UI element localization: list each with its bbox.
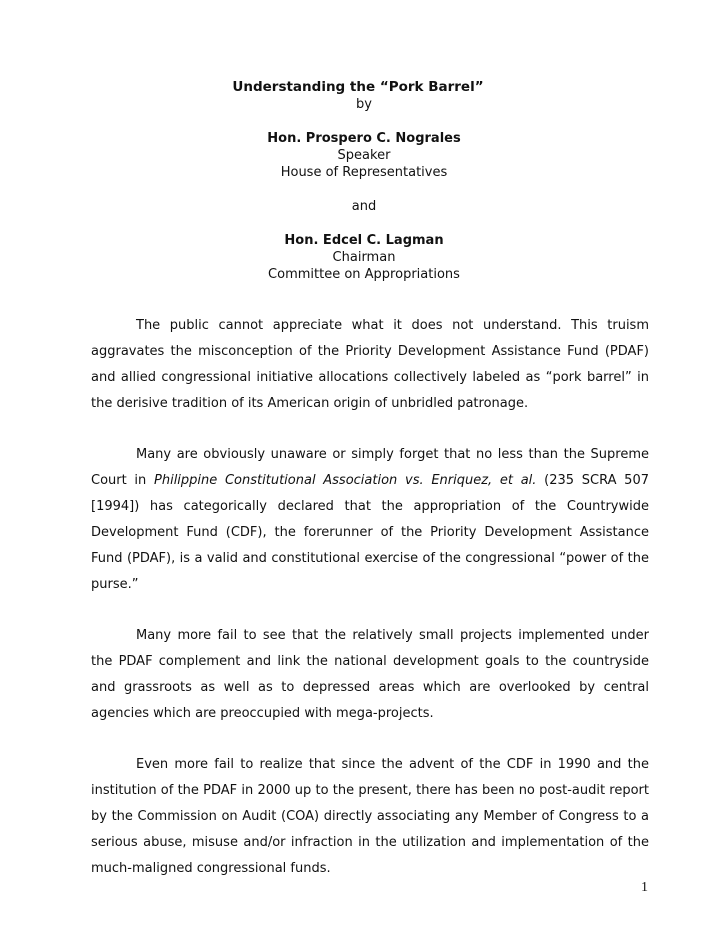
spacer [0, 215, 728, 232]
document-header [0, 79, 728, 283]
spacer [0, 181, 728, 198]
spacer [0, 113, 728, 130]
author1-office: House of Representatives [280, 165, 448, 180]
paragraph-2-after: (235 SCRA 507 [1994]) has categorically declared that the appropriation of the Countrywide Development Fund (CDF), the forerunner of the Priority Development Assistance Fund (PDAF), is a valid and constitutional exercise of the congressional “power of the purse.” [91, 473, 649, 592]
author1-name: Hon. Prospero C. Nograles [267, 131, 461, 146]
paragraph-2 [91, 442, 649, 598]
byline-by: by [356, 97, 372, 112]
case-citation: Philippine Constitutional Association vs. Enriquez, et al. [154, 473, 537, 488]
author1-position: Speaker [337, 148, 391, 163]
paragraph-2-before: Many are obviously unaware or simply forget that no less than the Supreme Court in [91, 447, 649, 488]
author2-office: Committee on Appropriations [268, 267, 460, 282]
author2-position: Chairman [332, 250, 396, 265]
paragraph-1: The public cannot appreciate what it does not understand. This truism aggravates the misconception of the Priority Development Assistance Fund (PDAF) and allied congressional initiative allocations collectively labeled as “pork barrel” in the derisive tradition of its American origin of unbridled patronage. [91, 318, 649, 411]
document-title: Understanding the “Pork Barrel” [232, 79, 484, 95]
document-body [91, 313, 649, 907]
paragraph-3: Many more fail to see that the relatively small projects implemented under the PDAF complement and link the national development goals to the countryside and grassroots as well as to depressed areas which are overlooked by central agencies which are preoccupied with mega-projects. [91, 628, 649, 721]
author2-name: Hon. Edcel C. Lagman [284, 233, 444, 248]
byline-and: and [351, 199, 377, 214]
paragraph-4: Even more fail to realize that since the advent of the CDF in 1990 and the institution of the PDAF in 2000 up to the present, there has been no post-audit report by the Commission on Audit (COA) directly associating any Member of Congress to a serious abuse, misuse and/or infraction in the utilization and implementation of the much-maligned congressional funds. [91, 757, 649, 876]
page-number: 1 [641, 880, 648, 895]
